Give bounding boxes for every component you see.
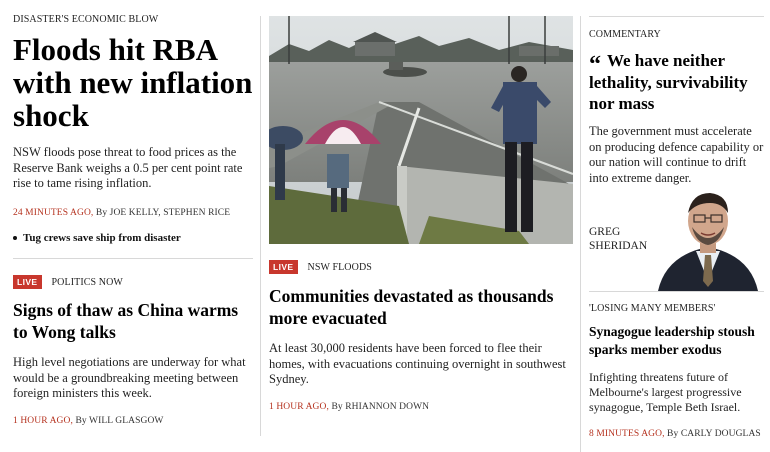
story-kicker[interactable]: POLITICS NOW: [51, 276, 123, 288]
author-names[interactable]: CARLY DOUGLAS: [680, 429, 761, 439]
secondary-story: [13, 275, 253, 426]
quote-icon: “: [589, 52, 601, 78]
story-headline[interactable]: Signs of thaw as China warms to Wong talks: [13, 300, 239, 342]
story-kicker[interactable]: DISASTER'S ECONOMIC BLOW: [13, 14, 159, 25]
timestamp: 1 HOUR AGO,: [269, 401, 329, 412]
flood-photo[interactable]: [269, 16, 573, 244]
story-byline: [13, 416, 253, 426]
story-standfirst[interactable]: Infighting threatens future of Melbourne's largest progressive synagogue, Temple Beth Israel.: [589, 370, 742, 414]
by-label: By: [75, 415, 87, 426]
section-divider: [13, 258, 253, 259]
columnist-block[interactable]: [589, 185, 764, 291]
columnist-last-name: SHERIDAN: [589, 240, 648, 252]
lead-byline: [13, 208, 253, 218]
live-badge: LIVE: [13, 275, 42, 289]
columnist-photo: [652, 185, 764, 291]
story-byline: [269, 402, 573, 412]
commentary-headline-text[interactable]: We have neither lethality, survivability nor mass: [589, 51, 748, 113]
live-badge: LIVE: [269, 260, 298, 274]
columnist-name[interactable]: [589, 225, 647, 253]
story-kicker[interactable]: COMMENTARY: [589, 29, 661, 40]
author-names[interactable]: JOE KELLY, STEPHEN RICE: [109, 207, 231, 218]
author-names[interactable]: RHIANNON DOWN: [345, 401, 430, 412]
bullet-icon: [13, 236, 17, 240]
lead-standfirst[interactable]: NSW floods pose threat to food prices as the Reserve Bank weighs a 0.5 per cent point rate rise to tame rising inflation.: [13, 145, 243, 190]
story-headline[interactable]: Synagogue leadership stoush sparks member exodus: [589, 324, 755, 357]
story-byline: [589, 429, 764, 439]
flood-photo-image: [269, 16, 573, 244]
right-secondary-story: [589, 303, 764, 439]
story-kicker[interactable]: NSW FLOODS: [307, 261, 372, 273]
story-kicker[interactable]: 'LOSING MANY MEMBERS': [589, 303, 716, 314]
timestamp: 8 MINUTES AGO,: [589, 429, 665, 439]
section-divider: [589, 16, 764, 17]
kicker-row: [269, 260, 573, 274]
story-standfirst[interactable]: High level negotiations are underway for what would be a groundbreaking meeting between foreign ministers this week.: [13, 355, 246, 400]
timestamp: 1 HOUR AGO,: [13, 415, 73, 426]
commentary-headline[interactable]: [589, 50, 764, 114]
by-label: By: [667, 429, 679, 439]
lead-story: [13, 14, 253, 244]
column-divider: [260, 16, 261, 436]
by-label: By: [331, 401, 343, 412]
story-headline[interactable]: Communities devastated as thousands more evacuated: [269, 286, 554, 328]
lead-headline[interactable]: Floods hit RBA with new inflation shock: [13, 32, 253, 133]
commentary-standfirst[interactable]: The government must accelerate on producing defence capability or our nation will continue to drift into extreme danger.: [589, 124, 764, 185]
columnist-first-name: GREG: [589, 226, 621, 238]
section-divider: [589, 291, 764, 292]
commentary-story: [589, 29, 764, 186]
related-link[interactable]: [13, 232, 253, 244]
columnist-portrait: [652, 185, 764, 291]
kicker-row: [13, 275, 253, 289]
timestamp: 24 MINUTES AGO,: [13, 207, 94, 218]
column-divider: [580, 16, 581, 452]
story-standfirst[interactable]: At least 30,000 residents have been forced to flee their homes, with evacuations continuing overnight in southwest Sydney.: [269, 341, 566, 386]
related-link-label[interactable]: Tug crews save ship from disaster: [23, 231, 181, 244]
author-names[interactable]: WILL GLASGOW: [89, 415, 164, 426]
by-label: By: [95, 207, 108, 218]
middle-story: [269, 260, 573, 412]
